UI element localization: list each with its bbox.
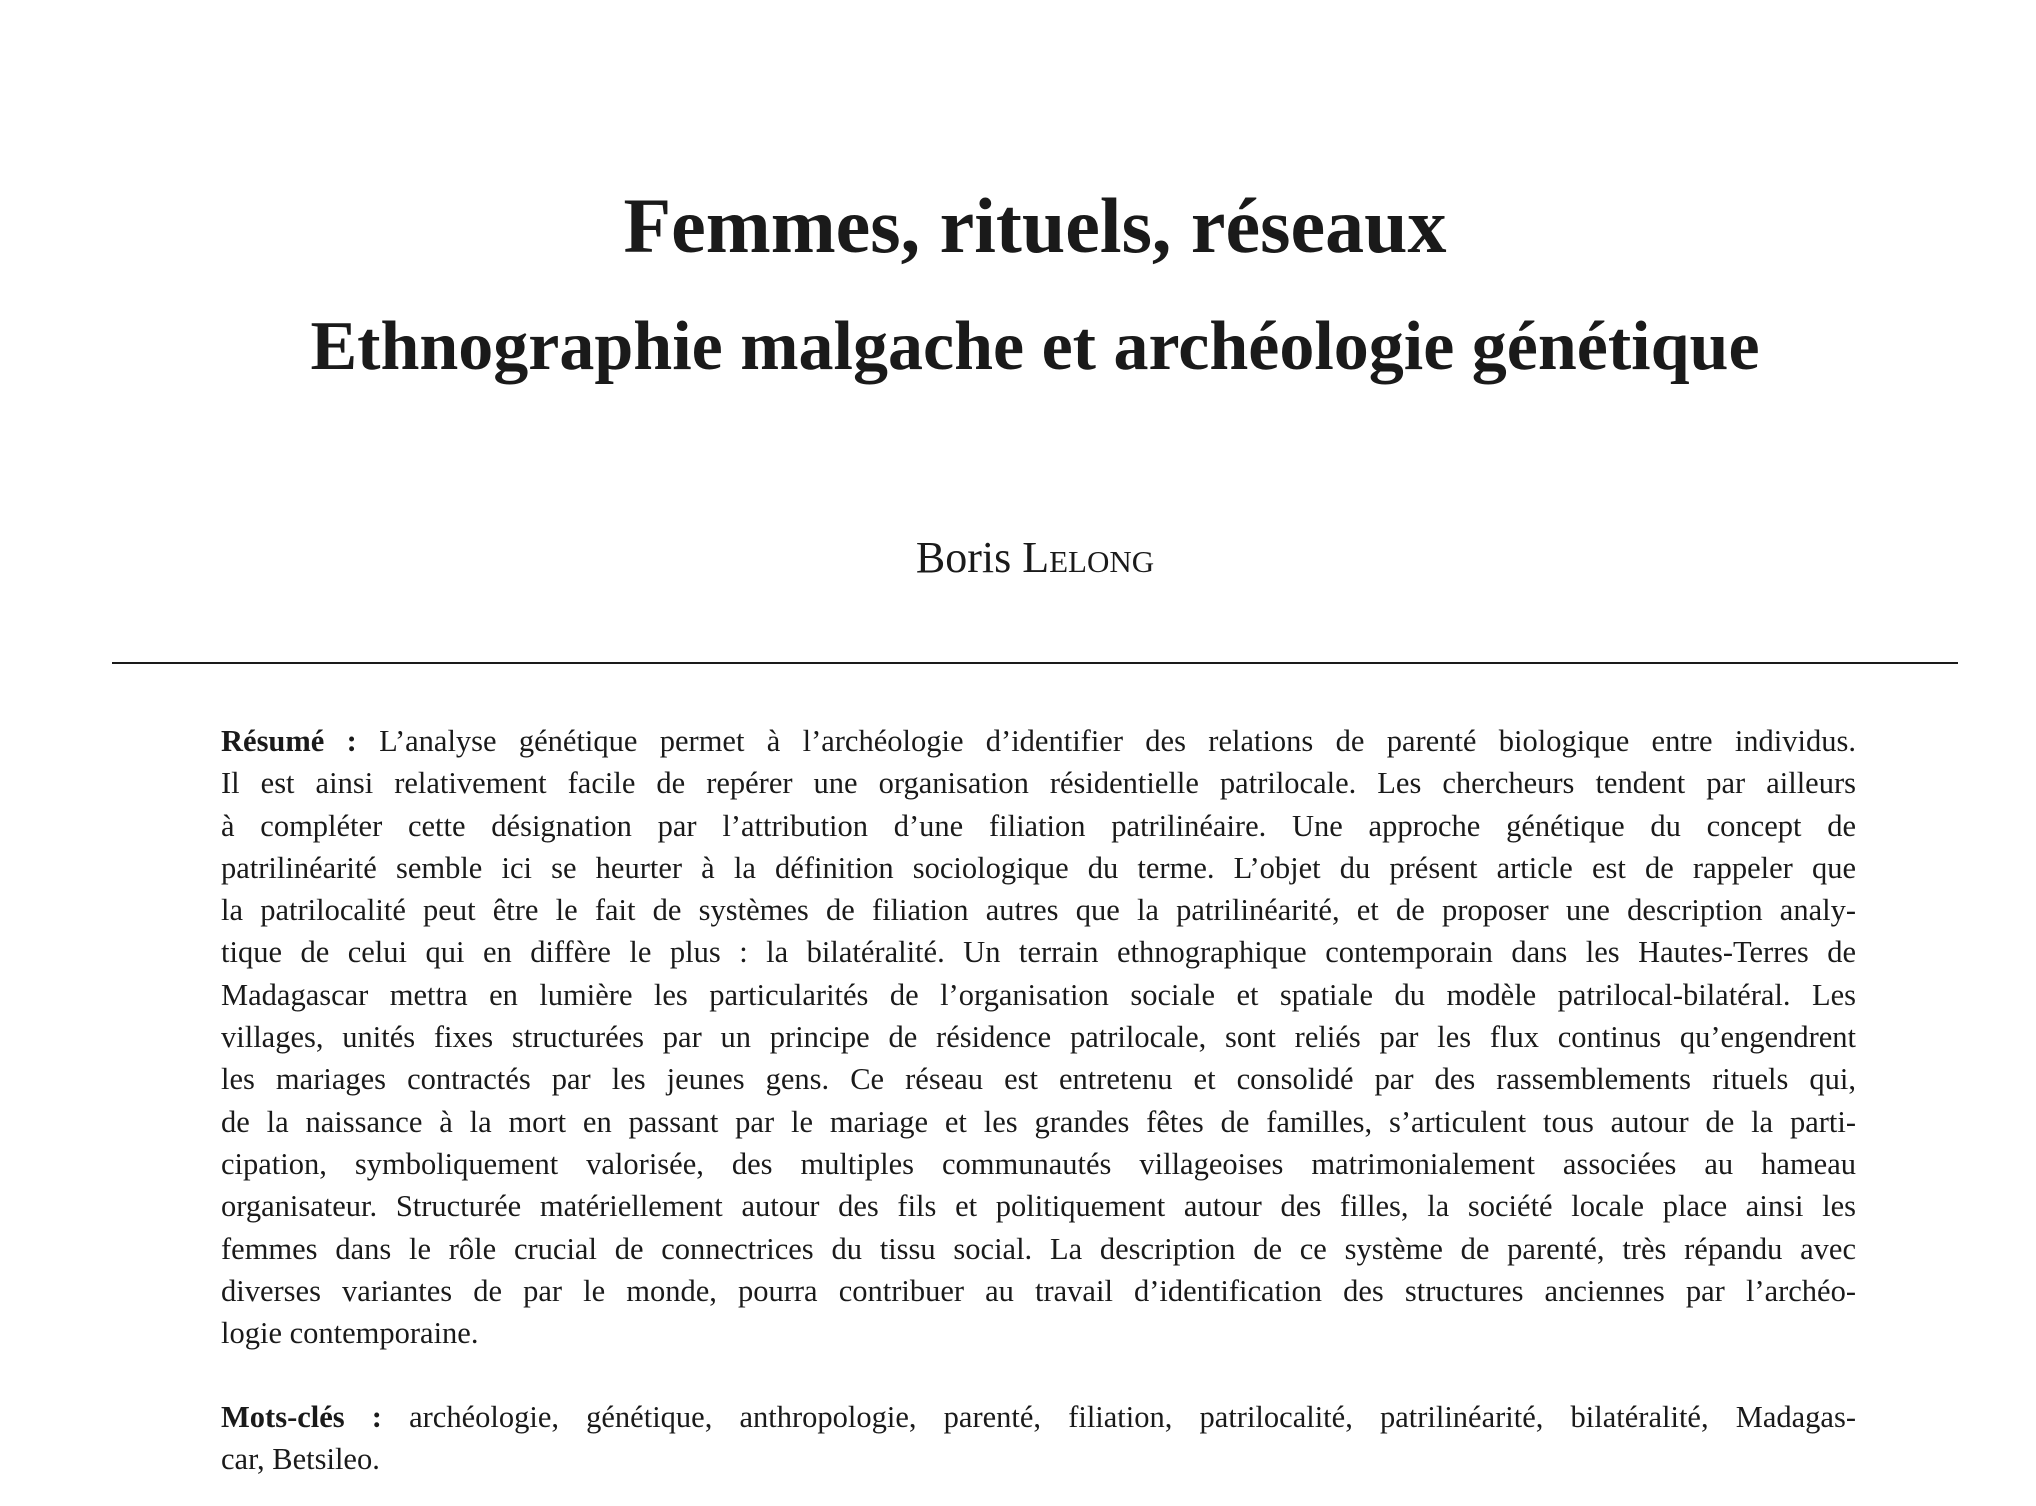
abstract-line: à compléter cette désignation par l’attribution d’une filiation patrilinéaire. Une approche génétique du concept de <box>221 808 1856 843</box>
abstract <box>221 720 1856 1354</box>
abstract-line: femmes dans le rôle crucial de connectrices du tissu social. La description de ce système de parenté, très répandu avec <box>221 1231 1856 1266</box>
abstract-line: patrilinéarité semble ici se heurter à la définition sociologique du terme. L’objet du présent article est de rappeler que <box>221 850 1856 885</box>
author-first-name: Boris <box>915 533 1012 582</box>
abstract-line: les mariages contractés par les jeunes gens. Ce réseau est entretenu et consolidé par des rassemblements rituels qui, <box>221 1062 1856 1097</box>
header-divider <box>112 662 1958 664</box>
abstract-line: de la naissance à la mort en passant par le mariage et les grandes fêtes de familles, s’articulent tous autour de la parti- <box>221 1104 1856 1139</box>
abstract-line: tique de celui qui en diffère le plus : la bilatéralité. Un terrain ethnographique contemporain dans les Hautes-Terres de <box>221 935 1856 970</box>
abstract-label: Résumé : <box>221 724 357 758</box>
keywords-label: Mots-clés : <box>221 1400 382 1434</box>
keywords-line: car, Betsileo. <box>221 1442 380 1477</box>
paper-subtitle: Ethnographie malgache et archéologie génétique <box>310 308 1760 385</box>
abstract-line: Il est ainsi relativement facile de repérer une organisation résidentielle patrilocale. Les chercheurs tendent par ailleurs <box>221 766 1856 801</box>
abstract-line: organisateur. Structurée matériellement autour des fils et politiquement autour des filles, la société locale place ainsi les <box>221 1189 1856 1224</box>
keywords-line: Mots-clés : archéologie, génétique, anthropologie, parenté, filiation, patrilocalité, patrilinéarité, bilatéralité, Madagas- <box>221 1400 1856 1434</box>
abstract-line: Madagascar mettra en lumière les particularités de l’organisation sociale et spatiale du modèle patrilocal-bilatéral. Les <box>221 977 1856 1012</box>
abstract-line: diverses variantes de par le monde, pourra contribuer au travail d’identification des structures anciennes par l’archéo- <box>221 1273 1856 1308</box>
author-last-name-initial: L <box>1022 533 1050 582</box>
keywords <box>221 1396 1856 1481</box>
author-name <box>0 528 2036 588</box>
abstract-line: villages, unités fixes structurées par un principe de résidence patrilocale, sont reliés par les flux continus qu’engendrent <box>221 1020 1856 1055</box>
author-last-name-rest: elong <box>1049 533 1155 582</box>
abstract-line: logie contemporaine. <box>221 1316 479 1351</box>
abstract-line: la patrilocalité peut être le fait de systèmes de filiation autres que la patrilinéarité, et de proposer une description analy- <box>221 893 1856 928</box>
abstract-line: cipation, symboliquement valorisée, des multiples communautés villageoises matrimonialement associées au hameau <box>221 1146 1856 1181</box>
paper-title: Femmes, rituels, réseaux <box>623 182 1447 269</box>
abstract-line: Résumé : L’analyse génétique permet à l’archéologie d’identifier des relations de parenté biologique entre individus. <box>221 724 1856 758</box>
